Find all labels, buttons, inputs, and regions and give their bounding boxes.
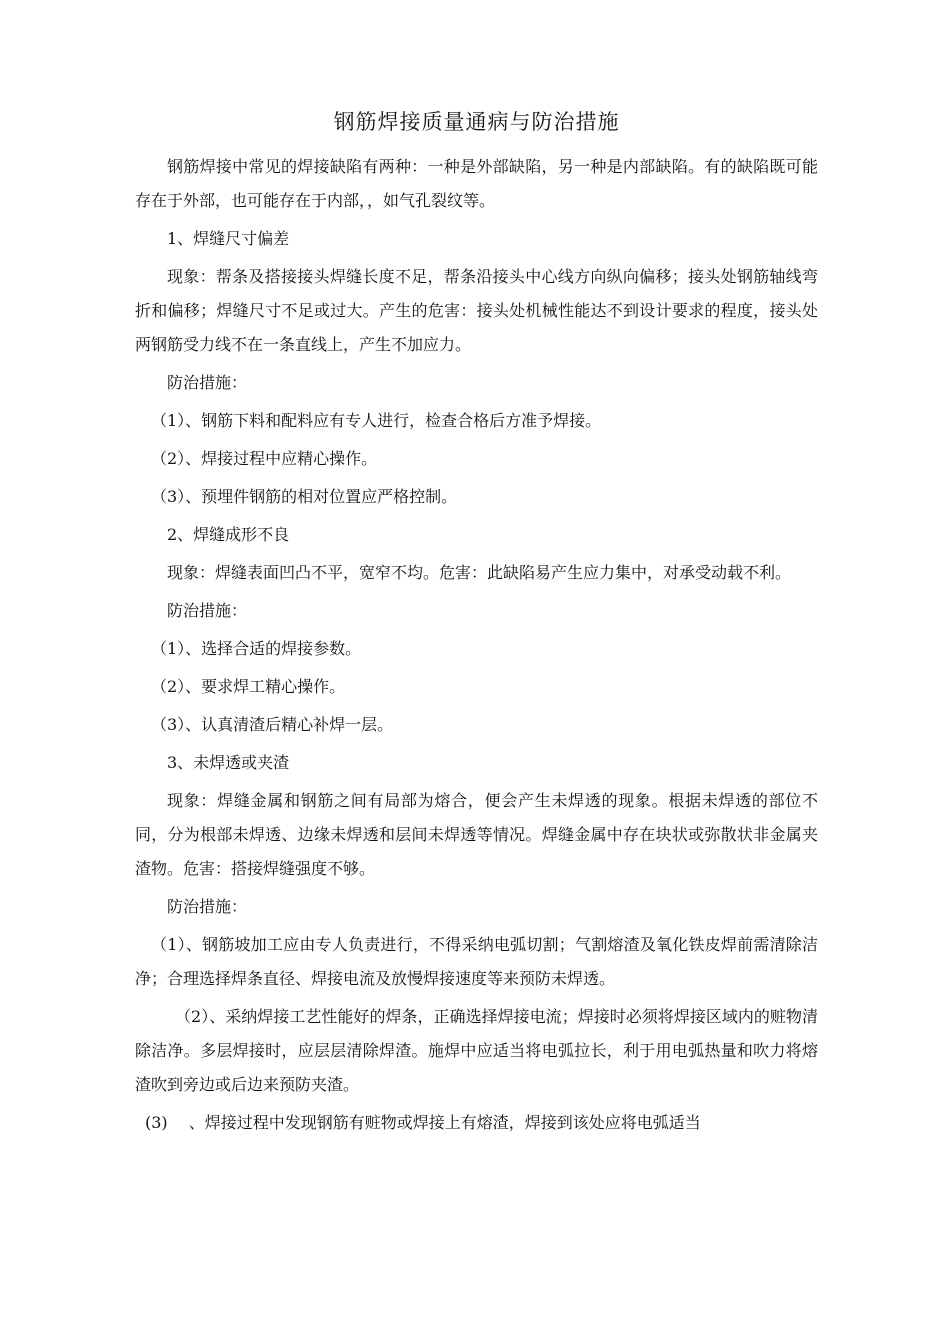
section-2-measures-label: 防治措施： xyxy=(167,601,248,620)
section-3-measures-label: 防治措施： xyxy=(167,897,248,916)
section-2-measure-2: （2）、要求焊工精心操作。 xyxy=(151,677,346,696)
section-1-measure-2: （2）、焊接过程中应精心操作。 xyxy=(151,449,378,468)
page-title: 钢筋焊接质量通病与防治措施 xyxy=(333,110,620,134)
section-2-phenomenon: 现象：焊缝表面凹凸不平，宽窄不均。危害：此缺陷易产生应力集中，对承受动载不利。 xyxy=(167,563,792,582)
section-3-phenomenon: 现象：焊缝金属和钢筋之间有局部为熔合，便会产生未焊透的现象。根据未焊透的部位不同，分为根部未焊透、边缘未焊透和层间未焊透等情况。焊缝金属中存在块状或弥散状非金属夹渣物。危害：搭接焊缝强度不够。 xyxy=(135,791,818,878)
section-3-heading: 3、未焊透或夹渣 xyxy=(167,753,290,772)
section-1-phenomenon: 现象：帮条及搭接接头焊缝长度不足，帮条沿接头中心线方向纵向偏移；接头处钢筋轴线弯折和偏移；焊缝尺寸不足或过大。产生的危害：接头处机械性能达不到设计要求的程度，接头处两钢筋受力线不在一条直线上，产生不加应力。 xyxy=(135,267,818,354)
section-2-heading: 2、焊缝成形不良 xyxy=(167,525,290,544)
section-1-measure-3: （3）、预埋件钢筋的相对位置应严格控制。 xyxy=(151,487,458,506)
intro-paragraph: 钢筋焊接中常见的焊接缺陷有两种：一种是外部缺陷，另一种是内部缺陷。有的缺陷既可能存在于外部，也可能存在于内部，，如气孔裂纹等。 xyxy=(135,157,818,210)
section-1-heading: 1、焊缝尺寸偏差 xyxy=(167,229,290,248)
section-1-measure-1: （1）、钢筋下料和配料应有专人进行，检查合格后方准予焊接。 xyxy=(151,411,602,430)
section-3-measure-3: (3) 、焊接过程中发现钢筋有赃物或焊接上有熔渣，焊接到该处应将电弧适当 xyxy=(145,1113,701,1132)
section-3-measure-2: （2）、采纳焊接工艺性能好的焊条，正确选择焊接电流；焊接时必须将焊接区域内的赃物清除洁净。多层焊接时，应层层清除焊渣。施焊中应适当将电弧拉长，利于用电弧热量和吹力将熔渣吹到旁边或后边来预防夹渣。 xyxy=(135,1007,818,1094)
section-2-measure-1: （1）、选择合适的焊接参数。 xyxy=(151,639,362,658)
section-3-measure-1: （1）、钢筋坡加工应由专人负责进行，不得采纳电弧切割；气割熔渣及氧化铁皮焊前需清除洁净；合理选择焊条直径、焊接电流及放慢焊接速度等来预防未焊透。 xyxy=(135,935,818,988)
section-2-measure-3: （3）、认真清渣后精心补焊一层。 xyxy=(151,715,394,734)
section-1-measures-label: 防治措施： xyxy=(167,373,248,392)
